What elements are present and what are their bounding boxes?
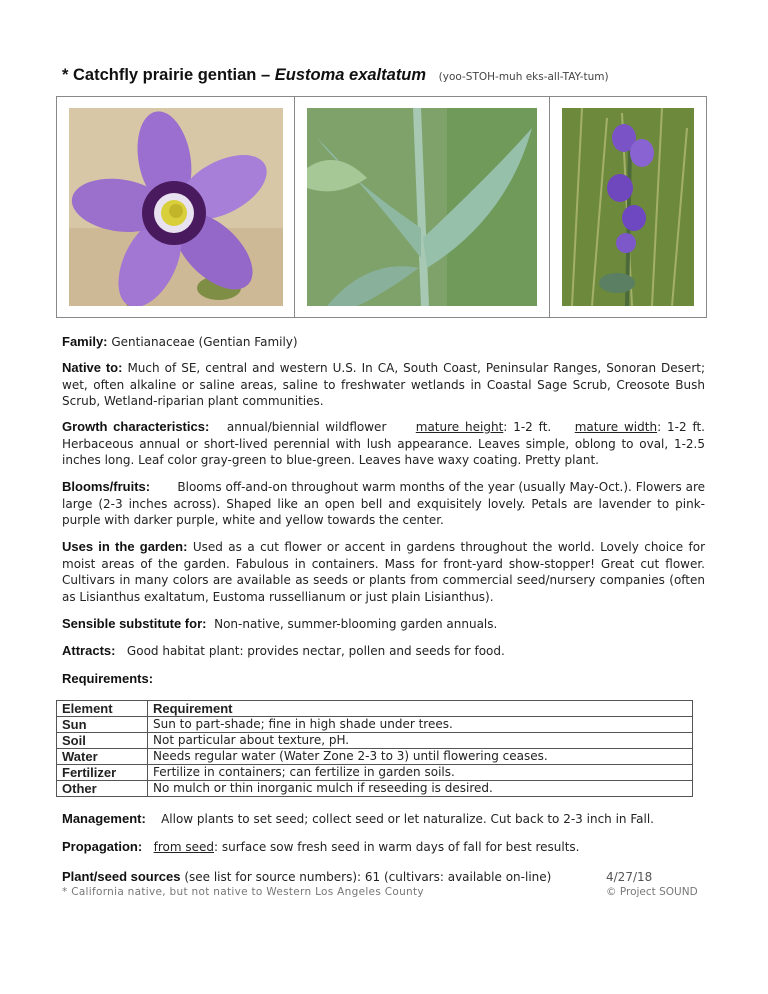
revision-date: 4/27/18 — [606, 870, 653, 884]
family-label: Family: — [62, 334, 108, 349]
management-text: Allow plants to set seed; collect seed or let naturalize. Cut back to 2-3 inch in Fall. — [161, 812, 654, 826]
requirements-table — [56, 700, 693, 797]
table-row — [57, 781, 693, 797]
propagation-method: from seed — [153, 840, 214, 854]
leaf-closeup-image — [307, 108, 537, 306]
management-label: Management: — [62, 811, 146, 826]
blooms-label: Blooms/fruits: — [62, 479, 151, 494]
blooms-section — [62, 479, 705, 529]
substitute-section — [62, 616, 705, 633]
photo-cell-flower — [57, 97, 295, 317]
uses-label: Uses in the garden: — [62, 539, 188, 554]
table-cell-requirement: Not particular about texture, pH. — [148, 733, 693, 749]
table-row — [57, 717, 693, 733]
table-row — [57, 765, 693, 781]
scientific-name: Eustoma exaltatum — [274, 66, 427, 84]
family-text: Gentianaceae (Gentian Family) — [111, 335, 298, 349]
blooms-text: Blooms off-and-on throughout warm months of the year (usually May-Oct.). Flowers are large (2-3 inches across). Shaped like an open bell and exquisitely lovely. Petals are lavender to pink-purple with darker purple, white and yellow towards the center. — [62, 480, 706, 527]
table-cell-element: Fertilizer — [57, 765, 148, 781]
requirements-section — [62, 671, 705, 688]
pronunciation: (yoo-STOH-muh eks-all-TAY-tum) — [438, 71, 609, 83]
photo-strip — [56, 96, 707, 318]
native-section — [62, 360, 705, 410]
growth-type: annual/biennial wildflower — [226, 420, 387, 434]
substitute-label: Sensible substitute for: — [62, 616, 207, 631]
mature-width-label: mature width — [574, 420, 658, 434]
growth-text: Herbaceous annual or short-lived perennial with lush appearance. Leaves simple, oblong to oval, 1-2.5 inches long. Leaf color gray-green to blue-green. Leaves have waxy coating. Pretty plant. — [62, 436, 705, 467]
page-title — [62, 66, 722, 85]
common-name: * Catchfly prairie gentian — [62, 66, 257, 84]
table-cell-requirement: Sun to part-shade; fine in high shade under trees. — [148, 717, 693, 733]
table-row — [57, 733, 693, 749]
growth-section — [62, 419, 705, 469]
table-header-row — [57, 701, 693, 717]
uses-section — [62, 539, 705, 605]
table-row — [57, 749, 693, 765]
footnote: * California native, but not native to Western Los Angeles County — [62, 886, 424, 898]
table-cell-element: Soil — [57, 733, 148, 749]
native-label: Native to: — [62, 360, 123, 375]
table-cell-element: Sun — [57, 717, 148, 733]
sources-label: Plant/seed sources — [62, 869, 181, 884]
flower-closeup-image — [69, 108, 283, 306]
uses-text: Used as a cut flower or accent in gardens throughout the world. Lovely choice for moist areas of the garden. Fabulous in containers. Mass for front-yard show-stopper! Great cut flower. Cultivars in many colors are available as seeds or plants from commercial seed/nursery companies (often as Lisianthus exaltatum, Eustoma russellianum or just plain Lisianthus). — [62, 540, 705, 604]
propagation-section — [62, 839, 705, 856]
photo-cell-leaves — [295, 97, 550, 317]
table-header-element: Element — [57, 701, 148, 717]
plant-habit-image — [562, 108, 694, 306]
family-section — [62, 334, 705, 351]
mature-width-value: : 1-2 ft. — [657, 420, 705, 434]
title-dash: – — [260, 66, 271, 84]
propagation-text: : surface sow fresh seed in warm days of fall for best results. — [214, 840, 580, 854]
table-cell-requirement: No mulch or thin inorganic mulch if reseeding is desired. — [148, 781, 693, 797]
propagation-label: Propagation: — [62, 839, 143, 854]
mature-height-value: : 1-2 ft. — [503, 420, 552, 434]
attracts-text: Good habitat plant: provides nectar, pollen and seeds for food. — [126, 644, 505, 658]
sources-section — [62, 869, 602, 886]
table-cell-element: Other — [57, 781, 148, 797]
mature-height-label: mature height — [415, 420, 504, 434]
management-section — [62, 811, 705, 828]
table-cell-requirement: Fertilize in containers; can fertilize in garden soils. — [148, 765, 693, 781]
growth-label: Growth characteristics: — [62, 419, 210, 434]
sources-text: (see list for source numbers): 61 (cultivars: available on-line) — [184, 870, 552, 884]
substitute-text: Non-native, summer-blooming garden annuals. — [214, 617, 498, 631]
attracts-section — [62, 643, 705, 660]
table-header-requirement: Requirement — [148, 701, 693, 717]
attracts-label: Attracts: — [62, 643, 116, 658]
requirements-label: Requirements: — [62, 671, 154, 686]
table-cell-element: Water — [57, 749, 148, 765]
copyright: © Project SOUND — [606, 886, 698, 898]
native-text: Much of SE, central and western U.S. In CA, South Coast, Peninsular Ranges, Sonoran Desert; wet, often alkaline or saline areas, saline to freshwater wetlands in Coastal Sage Scrub, Creosote Bush Scrub, Wetland-riparian plant communities. — [62, 361, 705, 408]
table-cell-requirement: Needs regular water (Water Zone 2-3 to 3) until flowering ceases. — [148, 749, 693, 765]
photo-cell-habit — [550, 97, 706, 317]
